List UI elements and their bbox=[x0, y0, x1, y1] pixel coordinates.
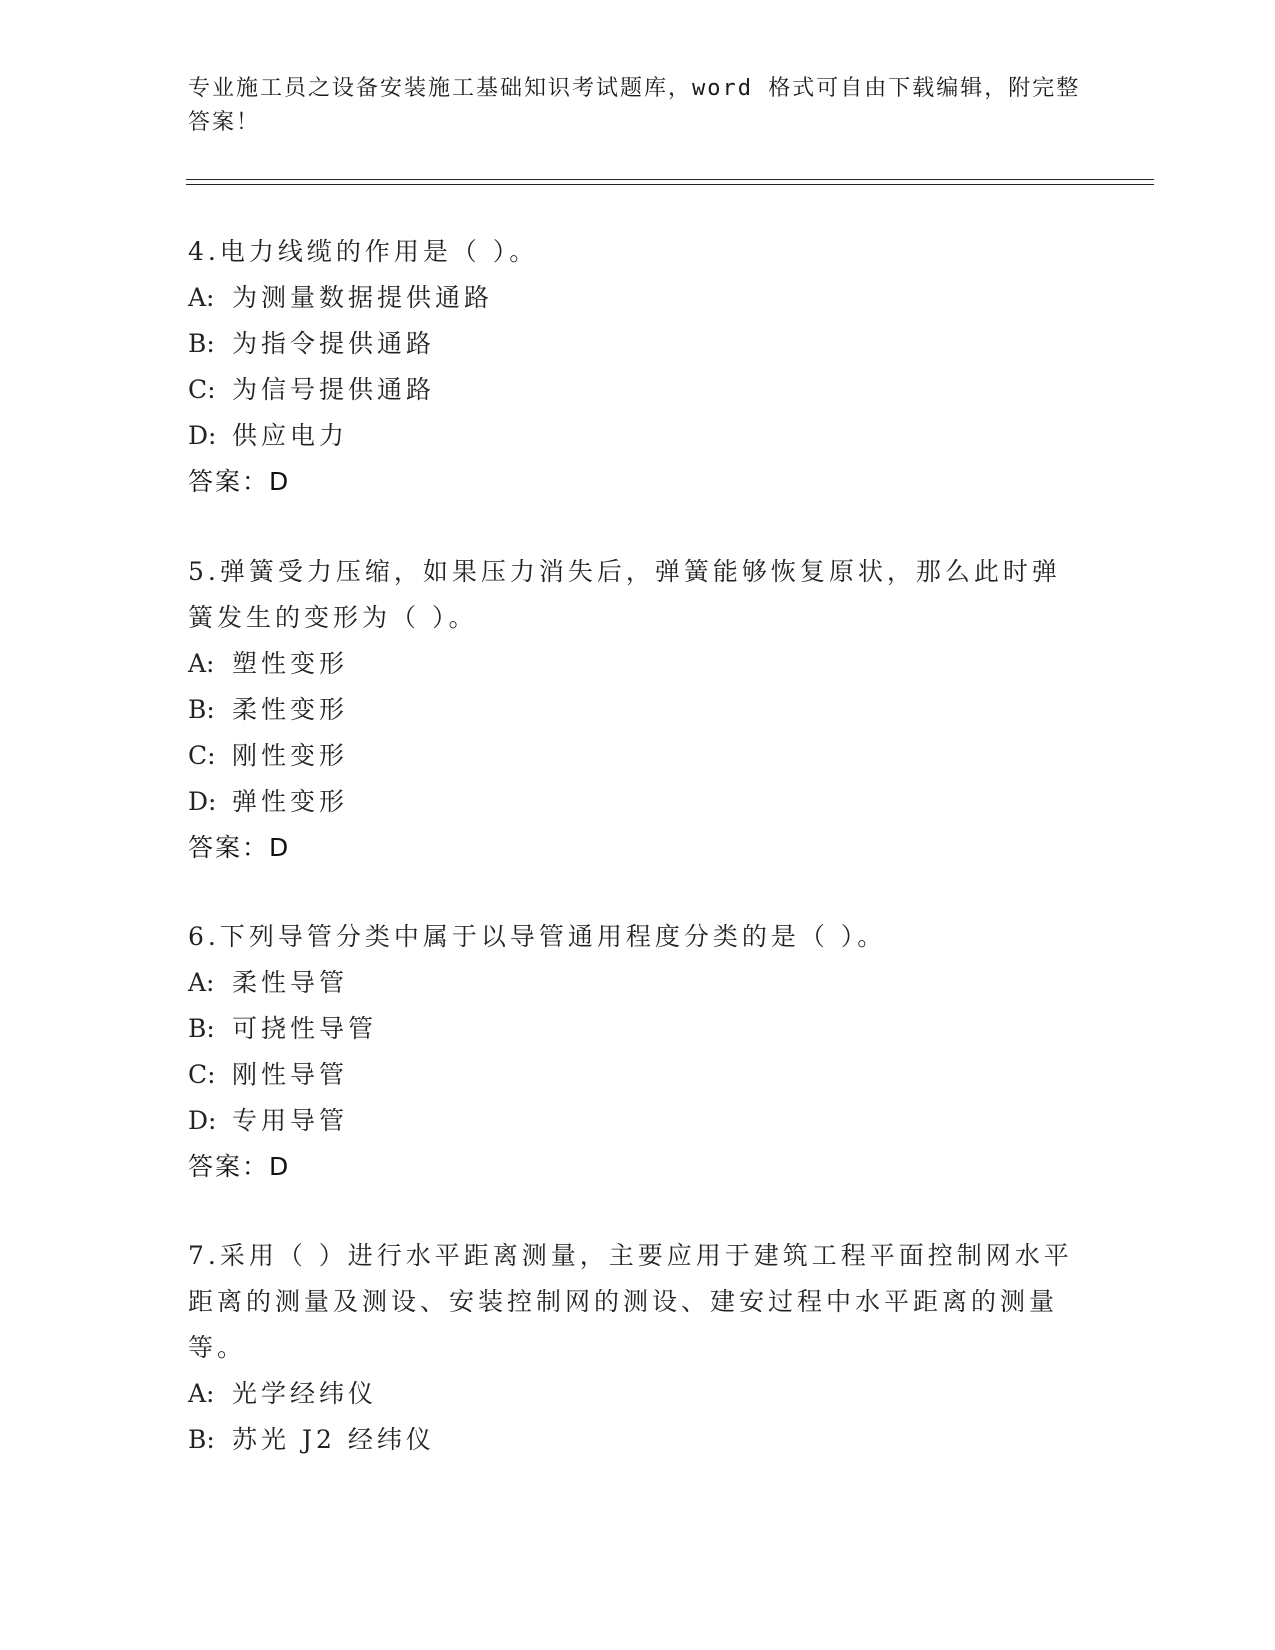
option-key: C: bbox=[188, 741, 216, 770]
option-text: 供应电力 bbox=[232, 421, 349, 450]
option-key: A: bbox=[188, 1379, 215, 1408]
option-text: 为测量数据提供通路 bbox=[232, 283, 494, 312]
option-text: 弹性变形 bbox=[232, 787, 349, 816]
option-text: 柔性变形 bbox=[232, 695, 349, 724]
answer: 答案：D bbox=[188, 1152, 291, 1181]
option-key: B: bbox=[188, 329, 215, 358]
option-key: D: bbox=[188, 421, 217, 450]
option-b bbox=[188, 321, 1088, 367]
option-c bbox=[188, 733, 1088, 779]
option-c bbox=[188, 367, 1088, 413]
option-key: B: bbox=[188, 695, 215, 724]
option-key: A: bbox=[188, 283, 215, 312]
document-header: 专业施工员之设备安装施工基础知识考试题库，word 格式可自由下载编辑，附完整答案！ bbox=[188, 76, 1081, 135]
option-a bbox=[188, 1371, 1088, 1417]
option-text: 为信号提供通路 bbox=[232, 375, 436, 404]
option-text: 柔性导管 bbox=[232, 968, 349, 997]
question-stem: 5.弹簧受力压缩，如果压力消失后，弹簧能够恢复原状，那么此时弹簧发生的变形为（ ）。 bbox=[188, 557, 1061, 632]
option-key: D: bbox=[188, 1106, 217, 1135]
option-key: A: bbox=[188, 649, 215, 678]
question-7 bbox=[188, 1233, 1088, 1463]
option-key: C: bbox=[188, 375, 216, 404]
question-stem: 4.电力线缆的作用是（ ）。 bbox=[188, 237, 539, 266]
option-text: 专用导管 bbox=[232, 1106, 349, 1135]
option-a bbox=[188, 275, 1088, 321]
question-stem: 7.采用（ ）进行水平距离测量，主要应用于建筑工程平面控制网水平距离的测量及测设、安装控制网的测设、建安过程中水平距离的测量等。 bbox=[188, 1241, 1073, 1362]
option-d bbox=[188, 1098, 1088, 1144]
question-6 bbox=[188, 914, 1088, 1190]
answer: 答案：D bbox=[188, 467, 291, 496]
header-divider-bottom bbox=[186, 184, 1154, 185]
option-key: D: bbox=[188, 787, 217, 816]
question-5 bbox=[188, 549, 1088, 871]
option-key: A: bbox=[188, 968, 215, 997]
option-key: B: bbox=[188, 1425, 215, 1454]
question-4 bbox=[188, 229, 1088, 505]
answer: 答案：D bbox=[188, 833, 291, 862]
option-text: 苏光 J2 经纬仪 bbox=[232, 1425, 435, 1454]
option-b bbox=[188, 687, 1088, 733]
option-b bbox=[188, 1006, 1088, 1052]
option-d bbox=[188, 413, 1088, 459]
option-a bbox=[188, 960, 1088, 1006]
option-d bbox=[188, 779, 1088, 825]
option-b bbox=[188, 1417, 1088, 1463]
option-c bbox=[188, 1052, 1088, 1098]
option-key: B: bbox=[188, 1014, 215, 1043]
option-text: 光学经纬仪 bbox=[232, 1379, 378, 1408]
option-a bbox=[188, 641, 1088, 687]
option-text: 为指令提供通路 bbox=[232, 329, 436, 358]
option-text: 可挠性导管 bbox=[232, 1014, 378, 1043]
option-text: 塑性变形 bbox=[232, 649, 349, 678]
option-text: 刚性变形 bbox=[232, 741, 349, 770]
option-text: 刚性导管 bbox=[232, 1060, 349, 1089]
option-key: C: bbox=[188, 1060, 216, 1089]
question-stem: 6.下列导管分类中属于以导管通用程度分类的是（ ）。 bbox=[188, 922, 887, 951]
header-divider-top bbox=[186, 179, 1154, 180]
